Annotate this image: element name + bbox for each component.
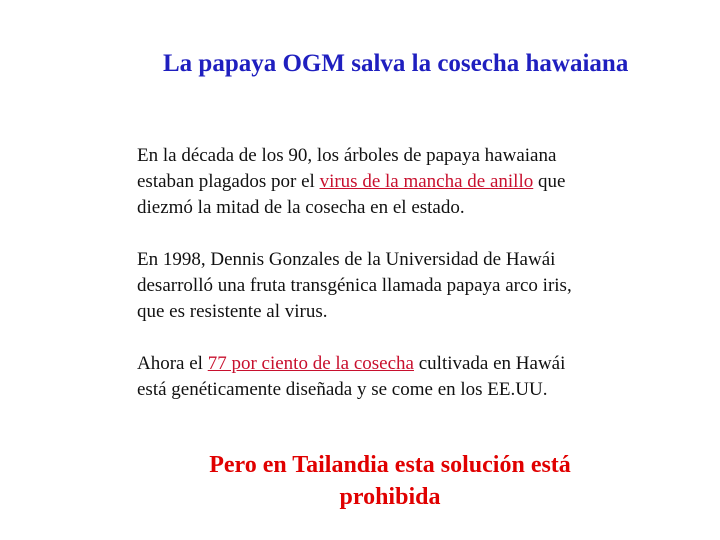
paragraph-now-line-1-start: Ahora el xyxy=(137,353,208,374)
slide-title xyxy=(137,47,657,80)
paragraph-1998-line-1: En 1998, Dennis Gonzales de la Universidad de Hawái xyxy=(137,249,556,270)
paragraph-1990s xyxy=(137,143,697,221)
conclusion-line-2: prohibida xyxy=(339,484,441,510)
harvest-percent-link[interactable]: 77 por ciento de la cosecha xyxy=(207,353,414,374)
slide-body xyxy=(137,143,697,429)
paragraph-now xyxy=(137,351,697,403)
ringspot-virus-link[interactable]: virus de la mancha de anillo xyxy=(319,171,534,192)
conclusion-line-1: Pero en Tailandia esta solución está xyxy=(209,452,571,478)
paragraph-1998-line-3: que es resistente al virus. xyxy=(137,301,328,322)
paragraph-1990s-line-3: diezmó la mitad de la cosecha en el estado. xyxy=(137,197,465,218)
paragraph-1990s-line-2-end: que xyxy=(533,171,566,192)
paragraph-1990s-line-2-start: estaban plagados por el xyxy=(137,171,320,192)
paragraph-now-line-1-end: cultivada en Hawái xyxy=(413,353,566,374)
slide-title-text: La papaya OGM salva la cosecha hawaiana xyxy=(163,50,629,77)
paragraph-now-line-2: está genéticamente diseñada y se come en los EE.UU. xyxy=(137,379,548,400)
paragraph-1998-line-2: desarrolló una fruta transgénica llamada papaya arco iris, xyxy=(137,275,572,296)
paragraph-1998 xyxy=(137,247,697,325)
paragraph-1990s-line-1: En la década de los 90, los árboles de papaya hawaiana xyxy=(137,145,557,166)
conclusion-text xyxy=(110,449,670,513)
